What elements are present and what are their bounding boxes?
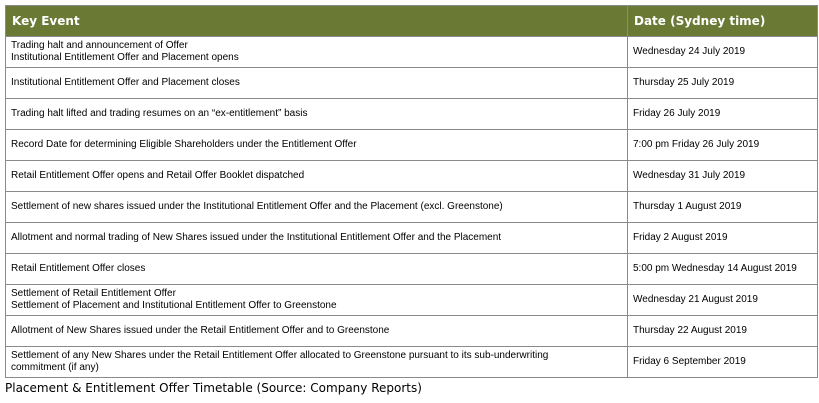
table-row: [6, 99, 818, 130]
event-cell: [6, 161, 628, 192]
event-cell: [6, 285, 628, 316]
table-row: [6, 130, 818, 161]
table-row: [6, 37, 818, 68]
event-cell: [6, 37, 628, 68]
event-text: Trading halt lifted and trading resumes on an “ex-entitlement” basis: [11, 108, 308, 119]
table-row: [6, 68, 818, 99]
table-row: [6, 347, 818, 378]
date-cell: Wednesday 21 August 2019: [628, 285, 818, 316]
timetable-table: [5, 5, 818, 378]
date-cell: 5:00 pm Wednesday 14 August 2019: [628, 254, 818, 285]
event-text: Retail Entitlement Offer closes: [11, 263, 146, 274]
table-row: [6, 254, 818, 285]
event-text: Record Date for determining Eligible Shareholders under the Entitlement Offer: [11, 139, 357, 150]
table-row: [6, 285, 818, 316]
event-cell: [6, 130, 628, 161]
event-cell: [6, 347, 628, 378]
table-row: [6, 161, 818, 192]
event-text: commitment (if any): [11, 362, 99, 373]
event-cell: [6, 316, 628, 347]
date-cell: Thursday 22 August 2019: [628, 316, 818, 347]
event-cell: [6, 192, 628, 223]
event-text: Allotment and normal trading of New Shares issued under the Institutional Entitlement Offer and the Placement: [11, 232, 502, 243]
date-header: Date (Sydney time): [628, 6, 818, 37]
date-cell: Friday 6 September 2019: [628, 347, 818, 378]
table-header-row: [6, 6, 818, 37]
event-text: Settlement of new shares issued under the Institutional Entitlement Offer and the Placement (excl. Greenstone): [11, 201, 503, 212]
table-caption: Placement & Entitlement Offer Timetable (Source: Company Reports): [5, 381, 422, 395]
key-event-header: Key Event: [6, 6, 628, 37]
event-text: Institutional Entitlement Offer and Placement closes: [11, 77, 240, 88]
event-cell: [6, 223, 628, 254]
event-cell: [6, 99, 628, 130]
table-row: [6, 223, 818, 254]
date-cell: Friday 26 July 2019: [628, 99, 818, 130]
date-cell: Thursday 1 August 2019: [628, 192, 818, 223]
event-text: Institutional Entitlement Offer and Placement opens: [11, 52, 239, 63]
table-body: [6, 37, 818, 378]
event-text: Settlement of any New Shares under the Retail Entitlement Offer allocated to Greenstone pursuant to its sub-underwriting: [11, 350, 549, 361]
date-cell: Friday 2 August 2019: [628, 223, 818, 254]
table-row: [6, 192, 818, 223]
event-text: Settlement of Placement and Institutional Entitlement Offer to Greenstone: [11, 300, 337, 311]
date-cell: Thursday 25 July 2019: [628, 68, 818, 99]
event-text: Trading halt and announcement of Offer: [11, 40, 188, 51]
event-cell: [6, 254, 628, 285]
event-cell: [6, 68, 628, 99]
date-cell: Wednesday 24 July 2019: [628, 37, 818, 68]
date-cell: 7:00 pm Friday 26 July 2019: [628, 130, 818, 161]
table-row: [6, 316, 818, 347]
event-text: Retail Entitlement Offer opens and Retail Offer Booklet dispatched: [11, 170, 305, 181]
date-cell: Wednesday 31 July 2019: [628, 161, 818, 192]
event-text: Allotment of New Shares issued under the Retail Entitlement Offer and to Greenstone: [11, 325, 390, 336]
event-text: Settlement of Retail Entitlement Offer: [11, 288, 176, 299]
